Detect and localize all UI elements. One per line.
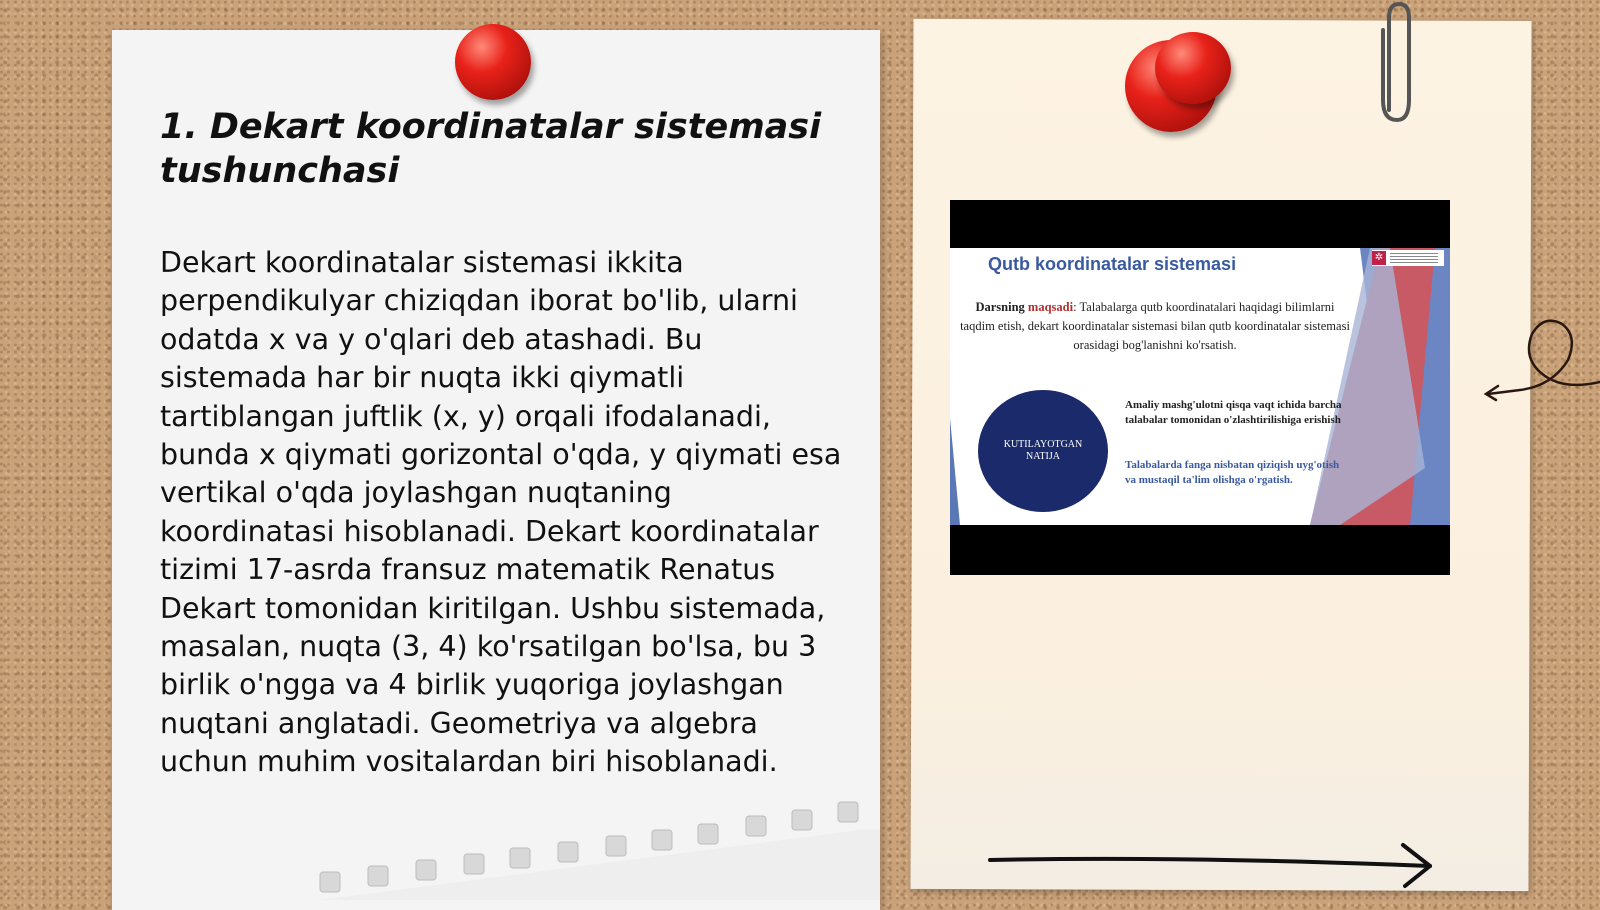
goal-label: Darsning [975,300,1025,314]
note-title: 1. Dekart koordinatalar sistemasi tushunchasi [160,107,822,191]
red-pushpin-right-front [1155,32,1231,104]
expected-result-1: Amaliy mashg'ulotni qisqa vaqt ichida barcha talabalar tomonidan o'zlashtirilishiga erishish [1125,399,1342,426]
goal-label-colored: maqsadi [1027,300,1074,314]
expected-result-circle [978,390,1108,512]
logo-star-icon: ✲ [1372,251,1386,265]
logo-text-lines [1390,253,1438,263]
paperclip-icon [1375,0,1415,125]
arrow-right-icon [985,840,1445,890]
red-pushpin-left [455,24,531,100]
expected-result-2: Talabalarda fanga nisbatan qiziqish uyg'otish va mustaqil ta'lim olishga o'rgatish. [1125,459,1340,486]
slide-lesson-goal [960,298,1350,355]
video-thumbnail[interactable] [950,200,1450,575]
university-logo [1372,250,1444,266]
torn-notebook-edge [300,800,880,900]
slide-title: Qutb koordinatalar sistemasi [988,254,1237,274]
goal-text: : Talabalarga qutb koordinatalari haqidagi bilimlarni taqdim etish, dekart koordinatalar sistemasi bilan qutb koordinatalar sistemasi orasidagi bog'lanishni ko'rsatish. [960,300,1350,352]
circle-text: KUTILAYOTGAN NATIJA [1003,439,1083,462]
note-body-text: Dekart koordinatalar sistemasi ikkita perpendikulyar chiziqdan iborat bo'lib, ularni odatda x va y o'qlari deb atashadi. Bu sistemada har bir nuqta ikki qiymatli tartiblangan juftlik (x, y) orqali ifodalanadi, bunda x qiymati gorizontal o'qda, y qiymati esa vertikal o'qda joylashgan nuqtaning koordinatasi hisoblanadi. Dekart koordinatalar tizimi 17-asrda fransuz matematik Renatus Dekart tomonidan kiritilgan. Ushbu sistemada, masalan, nuqta (3, 4) ko'rsatilgan bo'lsa, bu 3 birlik o'ngga va 4 birlik yuqoriga joylashgan nuqtani anglatadi. Geometriya va algebra uchun muhim vositalardan biri hisoblanadi. [160,246,842,779]
presentation-slide [950,248,1450,525]
hand-drawn-loop-arrow [1480,310,1600,410]
